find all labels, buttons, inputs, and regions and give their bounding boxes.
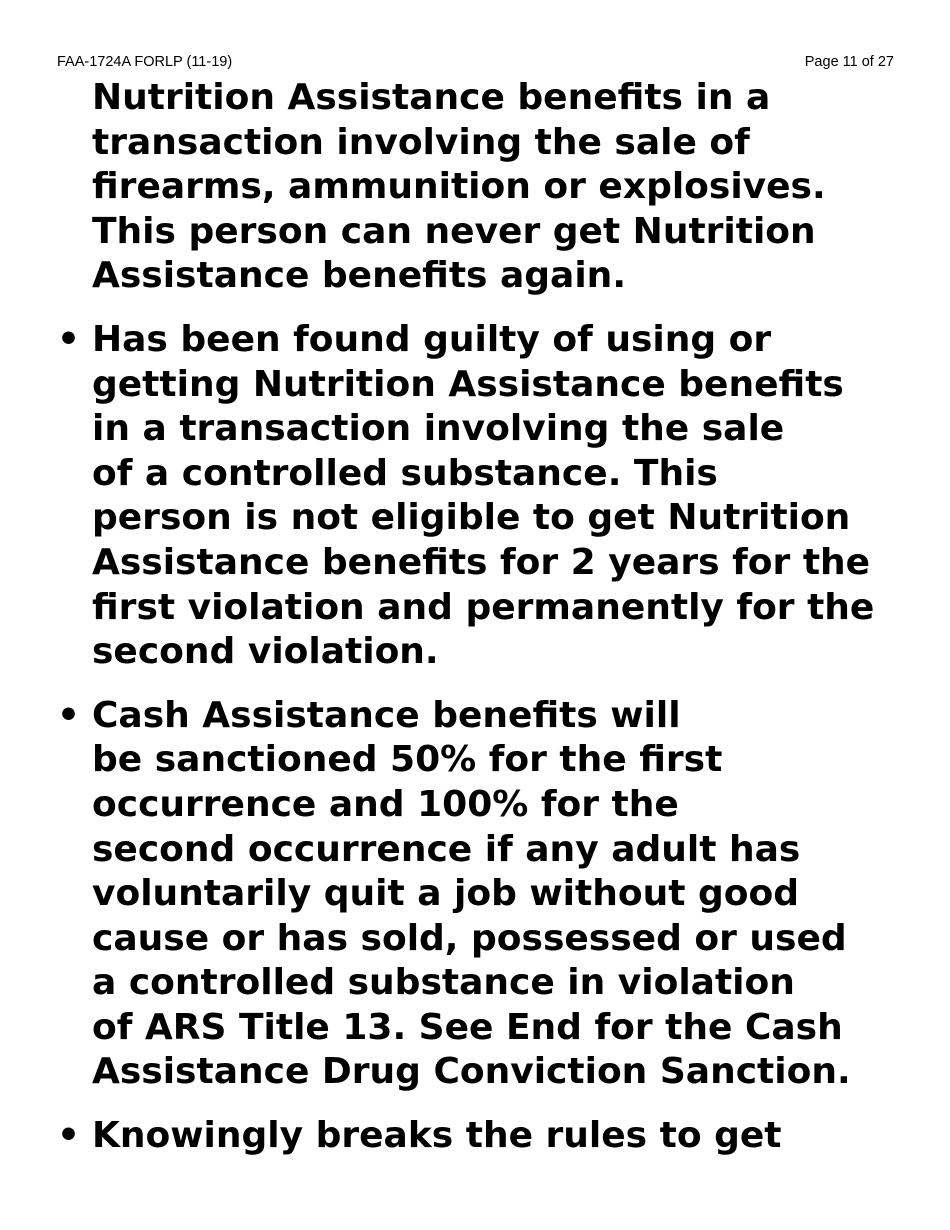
form-id: FAA-1724A FORLP (11-19): [57, 54, 233, 70]
text-line: Assistance benefits for 2 years for the: [92, 541, 871, 583]
text-line: Nutrition Assistance benefits in a: [92, 77, 771, 118]
bullet-item-cash-assistance-sanction: [57, 694, 917, 1095]
bullet-icon: •: [57, 1115, 81, 1157]
bullet-item-knowingly-breaks-rules: [57, 1114, 917, 1159]
text-line: getting Nutrition Assistance benefits: [92, 363, 844, 405]
text-line: Cash Assistance benefits will: [92, 694, 681, 736]
page-header: [57, 52, 894, 72]
text-line: Assistance benefits again.: [92, 255, 626, 297]
text-line: occurrence and 100% for the: [92, 783, 679, 825]
text-line: second occurrence if any adult has: [92, 828, 801, 870]
text-line: person is not eligible to get Nutrition: [92, 497, 851, 539]
text-line: cause or has sold, possessed or used: [92, 917, 847, 959]
text-line: voluntarily quit a job without good: [92, 873, 799, 915]
bullet-icon: •: [57, 694, 81, 736]
text-line: be sanctioned 50% for the first: [92, 739, 723, 781]
text-line: This person can never get Nutrition: [92, 210, 816, 252]
text-line: a controlled substance in violation: [92, 962, 795, 1004]
text-line: first violation and permanently for the: [92, 586, 875, 628]
page-number: Page 11 of 27: [804, 54, 894, 70]
text-line: of a controlled substance. This: [92, 452, 718, 494]
bullet-item-controlled-substance: [57, 318, 917, 675]
document-body: [57, 76, 917, 1159]
text-line: Assistance Drug Conviction Sanction.: [92, 1051, 851, 1093]
text-line: second violation.: [92, 631, 439, 673]
text-line: in a transaction involving the sale: [92, 408, 785, 450]
text-line: transaction involving the sale of: [92, 121, 750, 163]
text-line: Knowingly breaks the rules to get: [92, 1115, 782, 1157]
text-line: of ARS Title 13. See End for the Cash: [92, 1006, 843, 1048]
text-line: Has been found guilty of using or: [92, 318, 772, 360]
bullet-icon: •: [57, 318, 81, 360]
text-line: firearms, ammunition or explosives.: [92, 166, 826, 208]
paragraph-continuation: [57, 76, 917, 299]
